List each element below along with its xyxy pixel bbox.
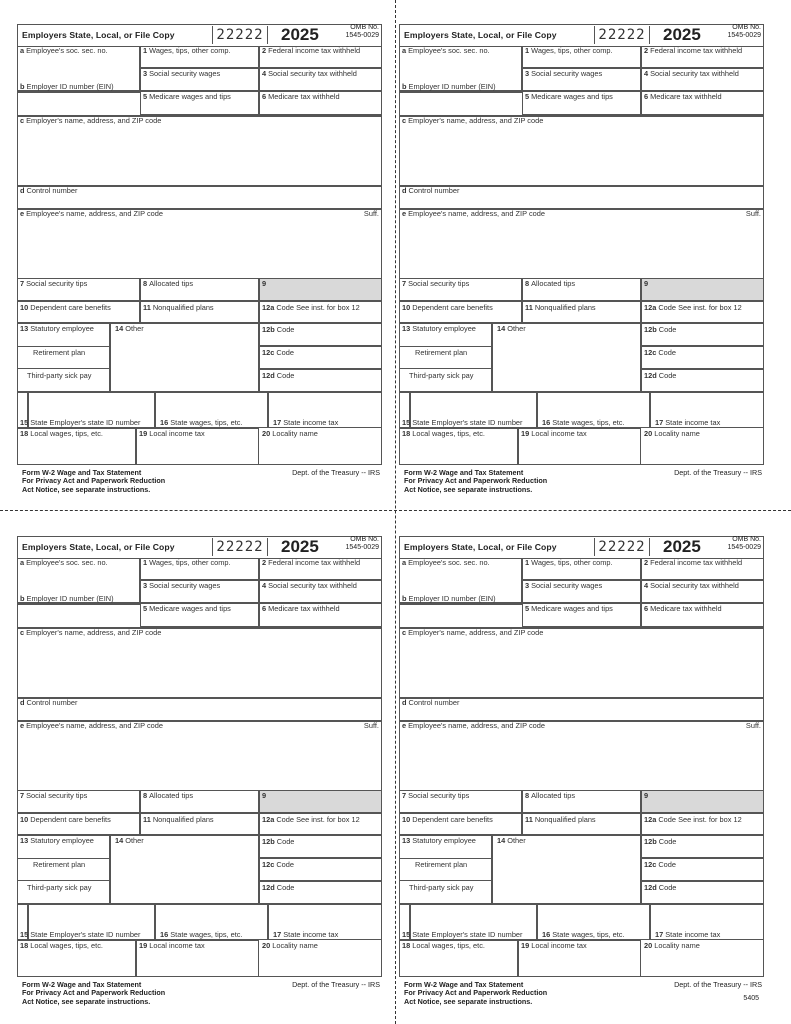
box-7-label: 7 Social security tips: [402, 279, 470, 288]
retirement-plan-label: Retirement plan: [415, 348, 468, 357]
form-title: Employers State, Local, or File Copy: [404, 542, 557, 552]
box-c-label: c Employer's name, address, and ZIP code: [402, 116, 544, 125]
box-20-label: 20 Locality name: [644, 941, 700, 950]
box-12b-label: 12b Code: [262, 325, 295, 334]
box-a-label: a Employee's soc. sec. no.: [20, 46, 108, 55]
box-10-label: 10 Dependent care benefits: [20, 303, 111, 312]
box-20-label: 20 Locality name: [262, 429, 318, 438]
page-code: 5405: [743, 995, 759, 1002]
box-c-label: c Employer's name, address, and ZIP code: [20, 628, 162, 637]
box-19-label: 19 Local income tax: [139, 941, 205, 950]
box-3-label: 3 Social security wages: [143, 69, 221, 78]
box-7-label: 7 Social security tips: [20, 791, 88, 800]
box-e-label: e Employee's name, address, and ZIP code: [402, 721, 545, 730]
box-8-label: 8 Allocated tips: [525, 279, 576, 288]
box-13-label: 13 Statutory employee: [20, 324, 94, 333]
w2-copy-top-right: [399, 21, 764, 508]
box-8-label: 8 Allocated tips: [143, 791, 194, 800]
box-16-label: 16 State wages, tips, etc.: [160, 930, 243, 939]
box-2-label: 2 Federal income tax withheld: [644, 46, 743, 55]
box-19-label: 19 Local income tax: [521, 429, 587, 438]
omb-number: OMB No. 1545-0029: [727, 536, 761, 551]
form-footer: Form W-2 Wage and Tax Statement For Privacy Act and Paperwork Reduction Act Notice, see separate instructions.: [22, 980, 166, 1006]
box-9-label: 9: [644, 279, 649, 288]
box-b-label: b Employer ID number (EIN): [20, 82, 114, 91]
box-6-label: 6 Medicare tax withheld: [262, 604, 340, 613]
box-16-label: 16 State wages, tips, etc.: [160, 418, 243, 427]
treasury-label: Dept. of the Treasury -- IRS: [292, 980, 380, 989]
box-14-label: 14 Other: [497, 324, 526, 333]
box-2-label: 2 Federal income tax withheld: [262, 558, 361, 567]
box-6-label: 6 Medicare tax withheld: [644, 92, 722, 101]
box-8-label: 8 Allocated tips: [143, 279, 194, 288]
box-5-label: 5 Medicare wages and tips: [525, 92, 613, 101]
box-15-label: 15 State Employer's state ID number: [402, 418, 523, 427]
form-title: Employers State, Local, or File Copy: [22, 30, 175, 40]
horizontal-cut-line: [0, 510, 791, 511]
w2-copy-bottom-left: [17, 533, 382, 1020]
box-12c-label: 12c Code: [644, 860, 677, 869]
box-e-suffix: Suff.: [745, 209, 761, 218]
box-10-label: 10 Dependent care benefits: [402, 303, 493, 312]
box-13-label: 13 Statutory employee: [402, 324, 476, 333]
box-b-label: b Employer ID number (EIN): [402, 594, 496, 603]
box-14-label: 14 Other: [115, 836, 144, 845]
box-9-label: 9: [644, 791, 649, 800]
box-18-label: 18 Local wages, tips, etc.: [402, 429, 485, 438]
box-3-label: 3 Social security wages: [525, 69, 603, 78]
box-c-label: c Employer's name, address, and ZIP code: [402, 628, 544, 637]
form-footer: Form W-2 Wage and Tax Statement For Privacy Act and Paperwork Reduction Act Notice, see separate instructions.: [22, 468, 166, 494]
tax-year: 2025: [663, 26, 701, 44]
box-12a-label: 12a Code See inst. for box 12: [644, 815, 742, 824]
box-11-label: 11 Nonqualified plans: [525, 303, 596, 312]
form-code: 22222: [212, 538, 268, 556]
box-e-suffix: Suff.: [745, 721, 761, 730]
box-10-label: 10 Dependent care benefits: [402, 815, 493, 824]
omb-number: OMB No. 1545-0029: [727, 24, 761, 39]
box-8-label: 8 Allocated tips: [525, 791, 576, 800]
box-5-label: 5 Medicare wages and tips: [143, 604, 231, 613]
box-19-label: 19 Local income tax: [521, 941, 587, 950]
box-15-label: 15 State Employer's state ID number: [20, 930, 141, 939]
box-d-label: d Control number: [402, 698, 460, 707]
box-12d-label: 12d Code: [262, 371, 295, 380]
box-7-label: 7 Social security tips: [20, 279, 88, 288]
sick-pay-label: Third-party sick pay: [409, 883, 474, 892]
box-12a-label: 12a Code See inst. for box 12: [262, 303, 360, 312]
box-1-label: 1 Wages, tips, other comp.: [525, 558, 613, 567]
sick-pay-label: Third-party sick pay: [27, 883, 92, 892]
treasury-label: Dept. of the Treasury -- IRS: [674, 980, 762, 989]
box-b-label: b Employer ID number (EIN): [402, 82, 496, 91]
box-14-label: 14 Other: [115, 324, 144, 333]
box-12a-label: 12a Code See inst. for box 12: [644, 303, 742, 312]
box-18-label: 18 Local wages, tips, etc.: [20, 941, 103, 950]
box-11-label: 11 Nonqualified plans: [143, 815, 214, 824]
box-1-label: 1 Wages, tips, other comp.: [143, 46, 231, 55]
box-d-label: d Control number: [402, 186, 460, 195]
box-a-label: a Employee's soc. sec. no.: [402, 46, 490, 55]
box-7-label: 7 Social security tips: [402, 791, 470, 800]
form-code: 22222: [594, 538, 650, 556]
w2-copy-top-left: [17, 21, 382, 508]
box-16-label: 16 State wages, tips, etc.: [542, 418, 625, 427]
box-17-label: 17 State income tax: [273, 418, 339, 427]
box-b-label: b Employer ID number (EIN): [20, 594, 114, 603]
box-12d-label: 12d Code: [262, 883, 295, 892]
box-a-label: a Employee's soc. sec. no.: [20, 558, 108, 567]
box-12d-label: 12d Code: [644, 883, 677, 892]
box-12a-label: 12a Code See inst. for box 12: [262, 815, 360, 824]
treasury-label: Dept. of the Treasury -- IRS: [292, 468, 380, 477]
vertical-cut-line: [395, 0, 396, 1024]
box-10-label: 10 Dependent care benefits: [20, 815, 111, 824]
box-c-label: c Employer's name, address, and ZIP code: [20, 116, 162, 125]
box-4-label: 4 Social security tax withheld: [262, 581, 357, 590]
box-15-label: 15 State Employer's state ID number: [402, 930, 523, 939]
box-1-label: 1 Wages, tips, other comp.: [525, 46, 613, 55]
box-12c-label: 12c Code: [644, 348, 677, 357]
box-4-label: 4 Social security tax withheld: [644, 69, 739, 78]
box-a-label: a Employee's soc. sec. no.: [402, 558, 490, 567]
retirement-plan-label: Retirement plan: [415, 860, 468, 869]
box-2-label: 2 Federal income tax withheld: [262, 46, 361, 55]
treasury-label: Dept. of the Treasury -- IRS: [674, 468, 762, 477]
box-12b-label: 12b Code: [262, 837, 295, 846]
tax-year: 2025: [281, 538, 319, 556]
box-2-label: 2 Federal income tax withheld: [644, 558, 743, 567]
omb-number: OMB No. 1545-0029: [345, 536, 379, 551]
box-6-label: 6 Medicare tax withheld: [644, 604, 722, 613]
form-code: 22222: [594, 26, 650, 44]
retirement-plan-label: Retirement plan: [33, 860, 86, 869]
box-17-label: 17 State income tax: [273, 930, 339, 939]
box-13-label: 13 Statutory employee: [402, 836, 476, 845]
box-6-label: 6 Medicare tax withheld: [262, 92, 340, 101]
tax-year: 2025: [281, 26, 319, 44]
form-footer: Form W-2 Wage and Tax Statement For Privacy Act and Paperwork Reduction Act Notice, see separate instructions.: [404, 980, 548, 1006]
box-11-label: 11 Nonqualified plans: [143, 303, 214, 312]
box-d-label: d Control number: [20, 698, 78, 707]
box-e-suffix: Suff.: [363, 721, 379, 730]
box-18-label: 18 Local wages, tips, etc.: [20, 429, 103, 438]
box-e-label: e Employee's name, address, and ZIP code: [402, 209, 545, 218]
box-19-label: 19 Local income tax: [139, 429, 205, 438]
box-15-label: 15 State Employer's state ID number: [20, 418, 141, 427]
form-footer: Form W-2 Wage and Tax Statement For Privacy Act and Paperwork Reduction Act Notice, see separate instructions.: [404, 468, 548, 494]
box-12c-label: 12c Code: [262, 860, 295, 869]
box-9-label: 9: [262, 791, 267, 800]
box-e-suffix: Suff.: [363, 209, 379, 218]
form-code: 22222: [212, 26, 268, 44]
box-16-label: 16 State wages, tips, etc.: [542, 930, 625, 939]
box-18-label: 18 Local wages, tips, etc.: [402, 941, 485, 950]
box-5-label: 5 Medicare wages and tips: [143, 92, 231, 101]
box-20-label: 20 Locality name: [262, 941, 318, 950]
sick-pay-label: Third-party sick pay: [27, 371, 92, 380]
retirement-plan-label: Retirement plan: [33, 348, 86, 357]
box-11-label: 11 Nonqualified plans: [525, 815, 596, 824]
box-1-label: 1 Wages, tips, other comp.: [143, 558, 231, 567]
box-9-label: 9: [262, 279, 267, 288]
box-d-label: d Control number: [20, 186, 78, 195]
box-3-label: 3 Social security wages: [525, 581, 603, 590]
box-3-label: 3 Social security wages: [143, 581, 221, 590]
box-12b-label: 12b Code: [644, 837, 677, 846]
box-4-label: 4 Social security tax withheld: [262, 69, 357, 78]
box-4-label: 4 Social security tax withheld: [644, 581, 739, 590]
sick-pay-label: Third-party sick pay: [409, 371, 474, 380]
box-20-label: 20 Locality name: [644, 429, 700, 438]
form-title: Employers State, Local, or File Copy: [22, 542, 175, 552]
box-5-label: 5 Medicare wages and tips: [525, 604, 613, 613]
box-14-label: 14 Other: [497, 836, 526, 845]
box-12b-label: 12b Code: [644, 325, 677, 334]
tax-year: 2025: [663, 538, 701, 556]
form-title: Employers State, Local, or File Copy: [404, 30, 557, 40]
box-13-label: 13 Statutory employee: [20, 836, 94, 845]
omb-number: OMB No. 1545-0029: [345, 24, 379, 39]
box-12c-label: 12c Code: [262, 348, 295, 357]
w2-copy-bottom-right: [399, 533, 764, 1020]
box-e-label: e Employee's name, address, and ZIP code: [20, 209, 163, 218]
box-12d-label: 12d Code: [644, 371, 677, 380]
box-17-label: 17 State income tax: [655, 418, 721, 427]
box-17-label: 17 State income tax: [655, 930, 721, 939]
box-e-label: e Employee's name, address, and ZIP code: [20, 721, 163, 730]
